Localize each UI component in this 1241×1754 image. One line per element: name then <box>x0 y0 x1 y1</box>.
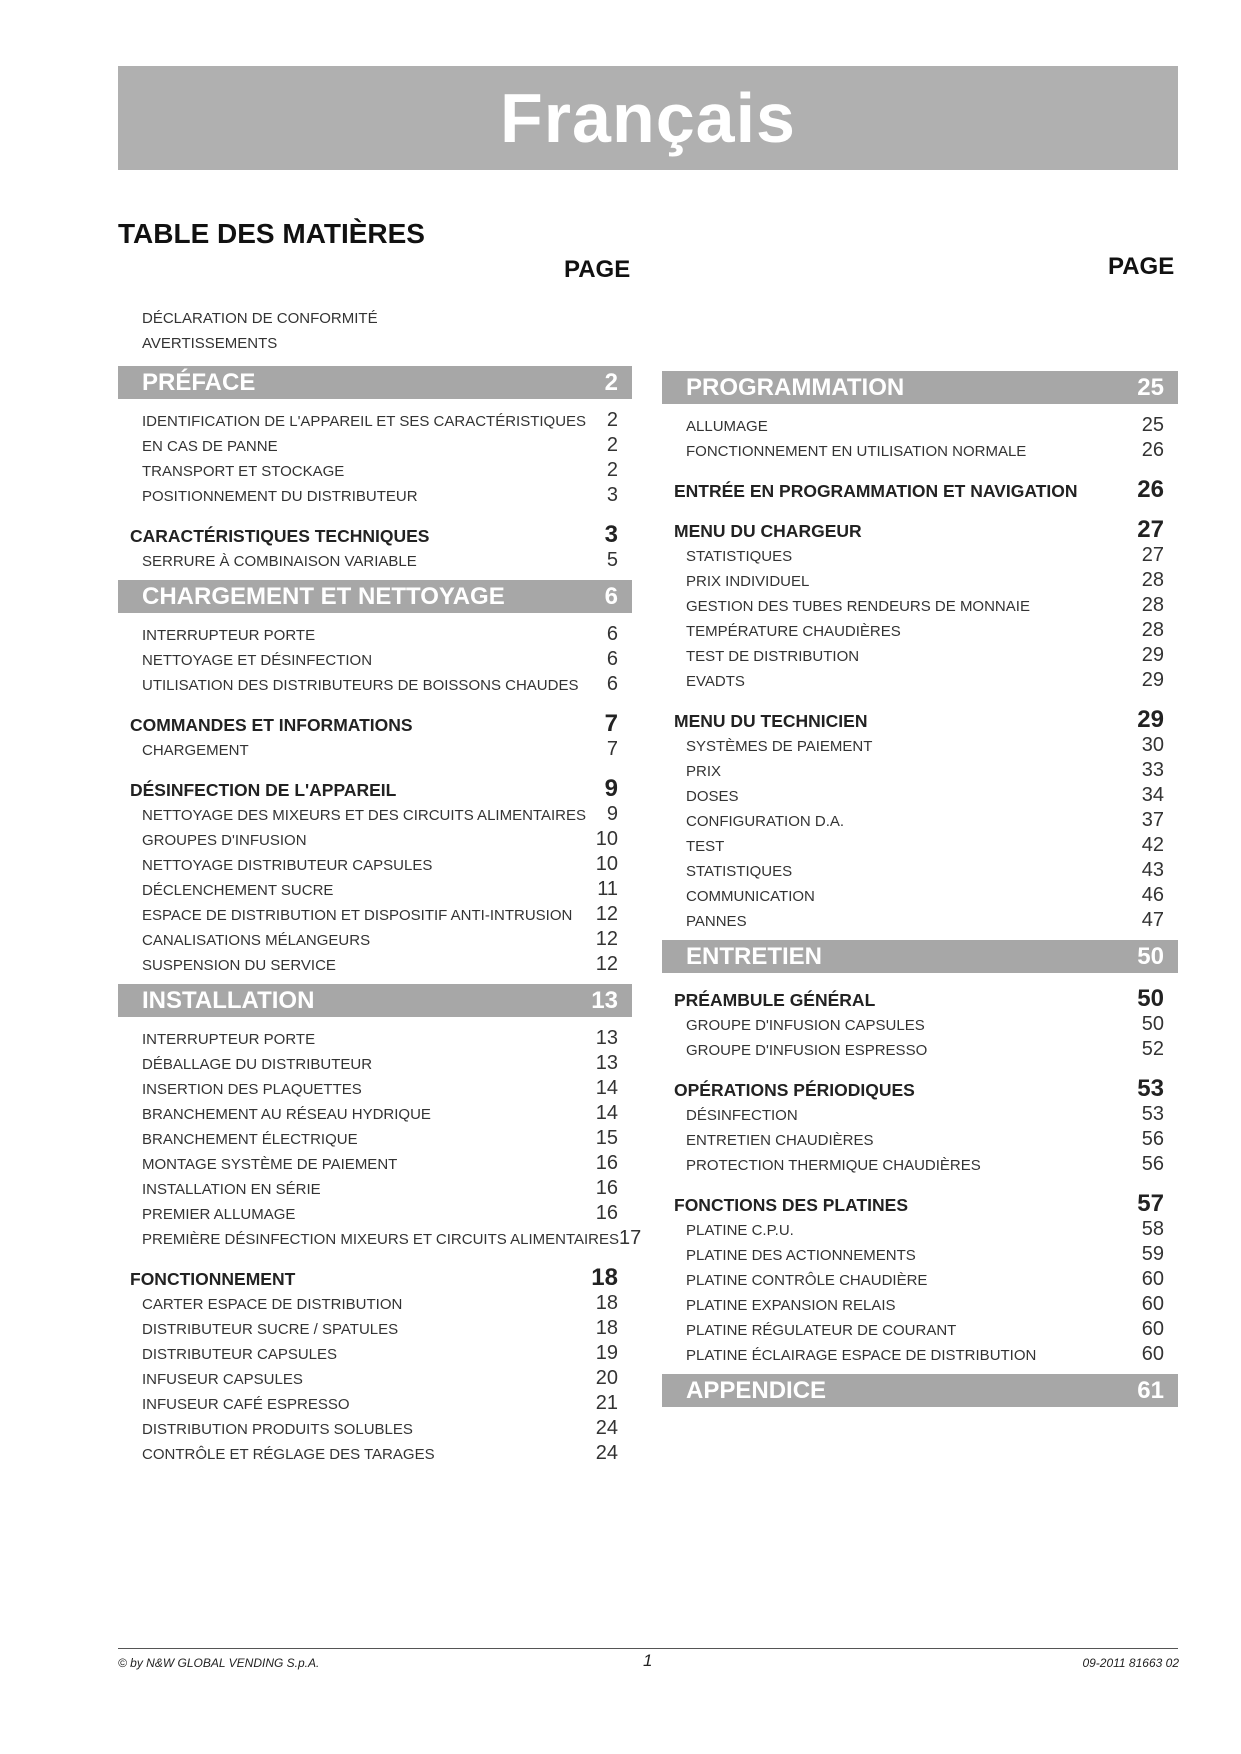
footer-divider <box>118 1648 1178 1649</box>
toc-entry[interactable] <box>118 434 632 459</box>
toc-entry-title: SYSTÈMES DE PAIEMENT <box>686 738 873 755</box>
subsection-heading-page: 53 <box>1137 1075 1164 1102</box>
toc-entry[interactable] <box>662 1293 1178 1318</box>
section-header-title: CHARGEMENT ET NETTOYAGE <box>142 582 505 610</box>
toc-entry[interactable] <box>118 1227 642 1252</box>
toc-entry-page: 27 <box>1141 544 1164 566</box>
toc-entry-page: 33 <box>1141 759 1164 781</box>
toc-entry-page: 59 <box>1141 1243 1164 1265</box>
toc-entry-page: 56 <box>1141 1153 1164 1175</box>
page-label-left: PAGE <box>564 256 631 283</box>
toc-entry[interactable] <box>662 669 1178 694</box>
toc-entry[interactable] <box>662 569 1178 594</box>
toc-entry-page: 20 <box>595 1367 618 1389</box>
page-label-right: PAGE <box>1108 253 1175 280</box>
toc-entry[interactable] <box>118 1177 632 1202</box>
toc-entry-title: NETTOYAGE DISTRIBUTEUR CAPSULES <box>142 857 433 874</box>
subsection-heading-title: MENU DU CHARGEUR <box>674 521 862 541</box>
toc-entry[interactable] <box>118 484 632 509</box>
subsection-heading[interactable] <box>662 476 1178 504</box>
subsection-heading-title: OPÉRATIONS PÉRIODIQUES <box>674 1080 915 1100</box>
toc-entry-page: 25 <box>1141 414 1164 436</box>
toc-entry[interactable] <box>662 1268 1178 1293</box>
toc-entry-title: PANNES <box>686 913 747 930</box>
toc-entry[interactable] <box>118 1127 632 1152</box>
toc-entry-title: BRANCHEMENT ÉLECTRIQUE <box>142 1131 358 1148</box>
toc-entry-title: DÉCLARATION DE CONFORMITÉ <box>142 310 378 327</box>
toc-entry[interactable] <box>662 859 1178 884</box>
toc-entry-page: 6 <box>606 673 618 695</box>
section-header-page: 13 <box>591 986 618 1014</box>
subsection-heading-title: CARACTÉRISTIQUES TECHNIQUES <box>130 526 430 546</box>
toc-entry[interactable] <box>662 909 1178 934</box>
toc-entry-page: 2 <box>606 409 618 431</box>
toc-entry-title: IDENTIFICATION DE L'APPAREIL ET SES CARACTÉRISTIQUES <box>142 413 587 430</box>
toc-entry-title: SERRURE À COMBINAISON VARIABLE <box>142 553 417 570</box>
subsection-heading[interactable] <box>662 1075 1178 1103</box>
toc-entry-title: AVERTISSEMENTS <box>142 335 278 352</box>
toc-right-column <box>662 371 1178 1417</box>
toc-entry-page: 29 <box>1141 669 1164 691</box>
toc-entry-title: CARTER ESPACE DE DISTRIBUTION <box>142 1296 403 1313</box>
toc-entry-title: INTERRUPTEUR PORTE <box>142 627 316 644</box>
toc-entry[interactable] <box>118 903 632 928</box>
toc-entry[interactable] <box>118 1292 632 1317</box>
section-header-title: ENTRETIEN <box>686 942 823 970</box>
toc-entry-title: CANALISATIONS MÉLANGEURS <box>142 932 371 949</box>
toc-entry-page: 34 <box>1141 784 1164 806</box>
toc-entry-page: 13 <box>595 1027 618 1049</box>
toc-entry-page: 10 <box>595 828 618 850</box>
section-header[interactable] <box>118 366 632 399</box>
toc-entry-title: EVADTS <box>686 673 745 690</box>
toc-entry-title: PRIX INDIVIDUEL <box>686 573 810 590</box>
toc-entry-title: PROTECTION THERMIQUE CHAUDIÈRES <box>686 1157 981 1174</box>
toc-entry[interactable] <box>118 1102 632 1127</box>
subsection-heading-page: 3 <box>604 521 618 548</box>
toc-entry-page: 12 <box>595 903 618 925</box>
toc-entry[interactable] <box>118 1417 632 1442</box>
toc-entry-page: 2 <box>606 459 618 481</box>
subsection-heading[interactable] <box>118 521 632 549</box>
toc-entry-title: NETTOYAGE DES MIXEURS ET DES CIRCUITS ALIMENTAIRES <box>142 807 586 824</box>
toc-entry[interactable] <box>662 809 1178 834</box>
subsection-heading-title: FONCTIONNEMENT <box>130 1269 296 1289</box>
toc-entry[interactable] <box>118 409 632 434</box>
toc-entry-page: 16 <box>595 1152 618 1174</box>
section-header-title: PRÉFACE <box>142 368 256 396</box>
toc-entry-page: 30 <box>1141 734 1164 756</box>
toc-entry-page: 11 <box>597 878 618 900</box>
toc-entry-page: 52 <box>1141 1038 1164 1060</box>
toc-entry-title: PLATINE EXPANSION RELAIS <box>686 1297 896 1314</box>
toc-entry[interactable] <box>662 884 1178 909</box>
toc-entry-page: 3 <box>606 484 618 506</box>
toc-entry-title: INSERTION DES PLAQUETTES <box>142 1081 362 1098</box>
toc-entry-page: 16 <box>595 1177 618 1199</box>
toc-entry-page: 14 <box>595 1077 618 1099</box>
toc-entry-title: TEST <box>686 838 725 855</box>
toc-entry-title: PREMIER ALLUMAGE <box>142 1206 296 1223</box>
toc-entry[interactable] <box>118 648 632 673</box>
toc-entry-page: 14 <box>595 1102 618 1124</box>
toc-entry-title: INSTALLATION EN SÉRIE <box>142 1181 321 1198</box>
toc-entry-title: TRANSPORT ET STOCKAGE <box>142 463 345 480</box>
toc-entry-page: 60 <box>1141 1318 1164 1340</box>
toc-entry-title: CONTRÔLE ET RÉGLAGE DES TARAGES <box>142 1446 435 1463</box>
toc-entry[interactable] <box>662 414 1178 439</box>
toc-entry-title: PLATINE CONTRÔLE CHAUDIÈRE <box>686 1272 928 1289</box>
toc-entry[interactable] <box>118 953 632 978</box>
subsection-heading-title: DÉSINFECTION DE L'APPAREIL <box>130 780 397 800</box>
toc-entry[interactable] <box>662 1343 1178 1368</box>
toc-entry-page: 17 <box>619 1227 642 1249</box>
toc-entry[interactable] <box>118 1392 632 1417</box>
toc-entry-page: 46 <box>1141 884 1164 906</box>
toc-entry-title: DÉCLENCHEMENT SUCRE <box>142 882 334 899</box>
toc-entry[interactable] <box>118 1367 632 1392</box>
section-header[interactable] <box>662 1374 1178 1407</box>
toc-entry-title: COMMUNICATION <box>686 888 815 905</box>
toc-entry-title: CHARGEMENT <box>142 742 249 759</box>
toc-entry-title: TEMPÉRATURE CHAUDIÈRES <box>686 623 901 640</box>
toc-entry-page: 18 <box>595 1317 618 1339</box>
toc-entry-page: 58 <box>1141 1218 1164 1240</box>
toc-entry-page: 28 <box>1141 569 1164 591</box>
toc-left-column <box>118 310 642 1467</box>
toc-entry[interactable] <box>662 1218 1178 1243</box>
toc-entry-title: INFUSEUR CAFÉ ESPRESSO <box>142 1396 350 1413</box>
section-header-page: 6 <box>604 582 618 610</box>
section-header[interactable] <box>662 940 1178 973</box>
toc-entry-page: 7 <box>606 738 618 760</box>
toc-entry-title: FONCTIONNEMENT EN UTILISATION NORMALE <box>686 443 1027 460</box>
toc-entry[interactable] <box>662 1128 1178 1153</box>
banner-title: Français <box>500 79 796 157</box>
subsection-heading-page: 9 <box>604 775 618 802</box>
subsection-heading-title: PRÉAMBULE GÉNÉRAL <box>674 990 876 1010</box>
toc-entry-page: 21 <box>595 1392 618 1414</box>
footer-copyright: © by N&W GLOBAL VENDING S.p.A. <box>118 1656 320 1670</box>
toc-entry[interactable] <box>118 623 632 648</box>
toc-entry[interactable] <box>662 1013 1178 1038</box>
toc-entry-page: 24 <box>595 1417 618 1439</box>
toc-entry-page: 16 <box>595 1202 618 1224</box>
toc-entry-page: 15 <box>595 1127 618 1149</box>
toc-entry-page: 2 <box>606 434 618 456</box>
toc-entry[interactable] <box>118 738 632 763</box>
toc-entry[interactable] <box>662 1318 1178 1343</box>
subsection-heading[interactable] <box>662 985 1178 1013</box>
toc-entry[interactable] <box>118 1342 632 1367</box>
toc-entry-page: 18 <box>595 1292 618 1314</box>
toc-entry-page: 28 <box>1141 594 1164 616</box>
section-header-title: APPENDICE <box>686 1376 827 1404</box>
section-header[interactable] <box>118 580 632 613</box>
subsection-heading[interactable] <box>662 706 1178 734</box>
toc-entry-title: NETTOYAGE ET DÉSINFECTION <box>142 652 373 669</box>
toc-entry[interactable] <box>662 734 1178 759</box>
toc-entry[interactable] <box>118 1442 632 1467</box>
subsection-heading[interactable] <box>118 1264 632 1292</box>
toc-entry-title: PRIX <box>686 763 722 780</box>
toc-entry-title: UTILISATION DES DISTRIBUTEURS DE BOISSONS CHAUDES <box>142 677 579 694</box>
toc-entry[interactable] <box>118 335 632 360</box>
section-header-page: 50 <box>1137 942 1164 970</box>
toc-entry-title: PLATINE DES ACTIONNEMENTS <box>686 1247 916 1264</box>
section-header-page: 25 <box>1137 373 1164 401</box>
toc-entry[interactable] <box>662 619 1178 644</box>
toc-entry[interactable] <box>118 1317 632 1342</box>
subsection-heading[interactable] <box>662 516 1178 544</box>
toc-entry[interactable] <box>662 544 1178 569</box>
toc-entry[interactable] <box>662 834 1178 859</box>
subsection-heading-page: 26 <box>1137 476 1164 503</box>
toc-entry-title: BRANCHEMENT AU RÉSEAU HYDRIQUE <box>142 1106 431 1123</box>
subsection-heading[interactable] <box>118 710 632 738</box>
toc-entry-title: GROUPE D'INFUSION CAPSULES <box>686 1017 925 1034</box>
toc-entry-title: ENTRETIEN CHAUDIÈRES <box>686 1132 874 1149</box>
toc-entry-page: 26 <box>1141 439 1164 461</box>
toc-entry-title: STATISTIQUES <box>686 863 793 880</box>
toc-entry[interactable] <box>662 644 1178 669</box>
toc-entry-page: 43 <box>1141 859 1164 881</box>
toc-entry-page: 60 <box>1141 1343 1164 1365</box>
toc-entry-page: 12 <box>595 953 618 975</box>
section-header[interactable] <box>662 371 1178 404</box>
toc-entry-title: INTERRUPTEUR PORTE <box>142 1031 316 1048</box>
toc-entry[interactable] <box>662 439 1178 464</box>
toc-entry-page: 42 <box>1141 834 1164 856</box>
toc-entry-page: 28 <box>1141 619 1164 641</box>
toc-entry-title: MONTAGE SYSTÈME DE PAIEMENT <box>142 1156 398 1173</box>
toc-entry-page: 12 <box>595 928 618 950</box>
language-banner <box>118 66 1178 170</box>
toc-entry[interactable] <box>118 1052 632 1077</box>
toc-entry[interactable] <box>118 1152 632 1177</box>
toc-entry[interactable] <box>118 1027 632 1052</box>
toc-entry-page: 6 <box>606 623 618 645</box>
toc-entry-title: STATISTIQUES <box>686 548 793 565</box>
subsection-heading-page: 50 <box>1137 985 1164 1012</box>
toc-entry-page: 56 <box>1141 1128 1164 1150</box>
toc-entry[interactable] <box>118 803 632 828</box>
toc-entry[interactable] <box>662 1103 1178 1128</box>
toc-entry-page: 29 <box>1141 644 1164 666</box>
subsection-heading-page: 7 <box>604 710 618 737</box>
toc-entry[interactable] <box>662 1153 1178 1178</box>
toc-entry-page: 50 <box>1141 1013 1164 1035</box>
toc-entry-page: 60 <box>1141 1293 1164 1315</box>
toc-entry[interactable] <box>118 1077 632 1102</box>
toc-entry-title: PLATINE RÉGULATEUR DE COURANT <box>686 1322 957 1339</box>
toc-entry-page: 9 <box>606 803 618 825</box>
toc-entry[interactable] <box>118 1202 632 1227</box>
toc-entry-page: 19 <box>595 1342 618 1364</box>
toc-entry-page: 13 <box>595 1052 618 1074</box>
footer-doc-code: 09-2011 81663 02 <box>1082 1656 1179 1670</box>
toc-entry-title: ESPACE DE DISTRIBUTION ET DISPOSITIF ANTI-INTRUSION <box>142 907 573 924</box>
section-header[interactable] <box>118 984 632 1017</box>
toc-entry-title: GESTION DES TUBES RENDEURS DE MONNAIE <box>686 598 1030 615</box>
toc-entry-title: DISTRIBUTEUR SUCRE / SPATULES <box>142 1321 399 1338</box>
toc-entry-page: 24 <box>595 1442 618 1464</box>
toc-entry-title: POSITIONNEMENT DU DISTRIBUTEUR <box>142 488 418 505</box>
toc-entry-title: DISTRIBUTION PRODUITS SOLUBLES <box>142 1421 413 1438</box>
toc-entry[interactable] <box>118 459 632 484</box>
toc-entry-title: DÉBALLAGE DU DISTRIBUTEUR <box>142 1056 373 1073</box>
toc-entry-title: PREMIÈRE DÉSINFECTION MIXEURS ET CIRCUITS ALIMENTAIRES <box>142 1231 620 1248</box>
toc-entry[interactable] <box>662 1038 1178 1063</box>
toc-entry[interactable] <box>118 549 632 574</box>
toc-entry[interactable] <box>662 784 1178 809</box>
toc-entry[interactable] <box>118 878 632 903</box>
toc-entry-page: 5 <box>606 549 618 571</box>
toc-entry[interactable] <box>662 594 1178 619</box>
toc-entry-title: ALLUMAGE <box>686 418 768 435</box>
toc-entry-title: CONFIGURATION D.A. <box>686 813 845 830</box>
subsection-heading[interactable] <box>662 1190 1178 1218</box>
toc-entry-page: 47 <box>1141 909 1164 931</box>
toc-entry-title: PLATINE ÉCLAIRAGE ESPACE DE DISTRIBUTION <box>686 1347 1037 1364</box>
subsection-heading-title: ENTRÉE EN PROGRAMMATION ET NAVIGATION <box>674 481 1078 501</box>
toc-entry[interactable] <box>118 310 632 335</box>
toc-entry-title: TEST DE DISTRIBUTION <box>686 648 860 665</box>
toc-entry-page: 10 <box>595 853 618 875</box>
toc-entry[interactable] <box>662 1243 1178 1268</box>
toc-entry-page: 6 <box>606 648 618 670</box>
toc-entry-title: GROUPES D'INFUSION <box>142 832 307 849</box>
toc-entry-page: 53 <box>1141 1103 1164 1125</box>
toc-entry-title: EN CAS DE PANNE <box>142 438 278 455</box>
toc-entry[interactable] <box>118 853 632 878</box>
toc-entry-title: DISTRIBUTEUR CAPSULES <box>142 1346 338 1363</box>
toc-entry[interactable] <box>662 759 1178 784</box>
subsection-heading-title: COMMANDES ET INFORMATIONS <box>130 715 413 735</box>
section-header-page: 61 <box>1137 1376 1164 1404</box>
toc-entry[interactable] <box>118 928 632 953</box>
toc-entry-page: 60 <box>1141 1268 1164 1290</box>
toc-entry-title: DÉSINFECTION <box>686 1107 798 1124</box>
subsection-heading-page: 29 <box>1137 706 1164 733</box>
toc-entry-title: GROUPE D'INFUSION ESPRESSO <box>686 1042 928 1059</box>
toc-entry-title: INFUSEUR CAPSULES <box>142 1371 303 1388</box>
toc-title: TABLE DES MATIÈRES <box>118 218 425 249</box>
footer-page-number: 1 <box>643 1651 653 1670</box>
subsection-heading-title: FONCTIONS DES PLATINES <box>674 1195 908 1215</box>
section-header-title: PROGRAMMATION <box>686 373 905 401</box>
section-header-page: 2 <box>604 368 618 396</box>
subsection-heading-page: 27 <box>1137 516 1164 543</box>
toc-entry-title: DOSES <box>686 788 739 805</box>
toc-entry[interactable] <box>118 673 632 698</box>
toc-entry[interactable] <box>118 828 632 853</box>
subsection-heading-page: 18 <box>591 1264 618 1291</box>
section-header-title: INSTALLATION <box>142 986 315 1014</box>
toc-entry-title: SUSPENSION DU SERVICE <box>142 957 336 974</box>
toc-entry-title: PLATINE C.P.U. <box>686 1222 794 1239</box>
toc-entry-page: 37 <box>1141 809 1164 831</box>
subsection-heading[interactable] <box>118 775 632 803</box>
subsection-heading-title: MENU DU TECHNICIEN <box>674 711 868 731</box>
subsection-heading-page: 57 <box>1137 1190 1164 1217</box>
